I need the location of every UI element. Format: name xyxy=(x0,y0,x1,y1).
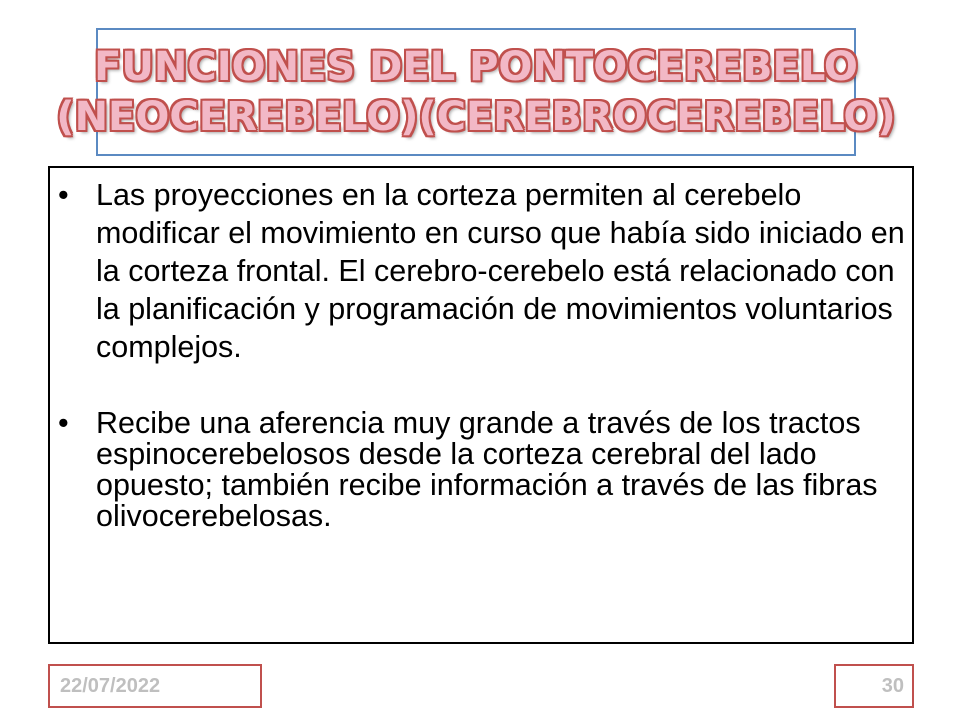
content-box xyxy=(48,166,914,644)
bullet-dot-icon: • xyxy=(58,178,69,212)
footer-date-text: 22/07/2022 xyxy=(60,674,161,697)
bullet-text: Recibe una aferencia muy grande a través de los tractos espinocerebelosos desde la corteza cerebral del lado opuesto; también recibe información a través de las fibras olivocerebelosas. xyxy=(96,406,878,533)
footer-date xyxy=(48,664,262,708)
slide-title-line-2: (NEOCEREBELO)(CEREBROCEREBELO) xyxy=(56,94,896,140)
bullet-item xyxy=(58,176,916,366)
bullet-item xyxy=(58,406,916,533)
slide-title-line-1: FUNCIONES DEL PONTOCEREBELO xyxy=(94,44,858,90)
slide-title-box xyxy=(56,28,896,156)
footer-page-number-text: 30 xyxy=(881,674,904,697)
bullet-dot-icon: • xyxy=(58,406,69,440)
bullet-text: Las proyecciones en la corteza permiten al cerebelo modificar el movimiento en curso que había sido iniciado en la corteza frontal. El cerebro-cerebelo está relacionado con la planificación y programación de movimientos voluntarios complejos. xyxy=(96,178,905,364)
footer-page-number xyxy=(834,664,914,708)
